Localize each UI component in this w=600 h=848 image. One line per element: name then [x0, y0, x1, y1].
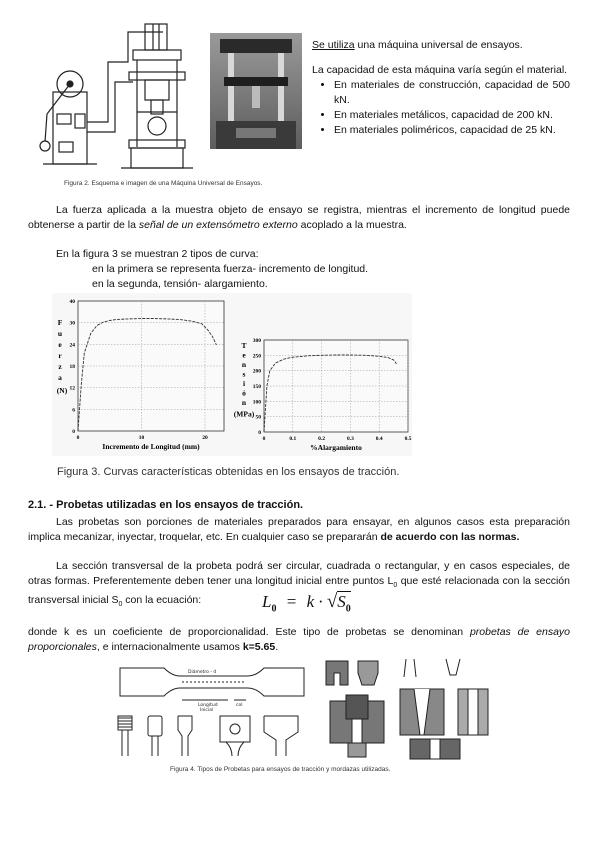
figure-3-caption: Figura 3. Curvas características obtenidas en los ensayos de tracción.: [57, 466, 400, 478]
stress-chart-x-tick-label: 0.5: [404, 436, 412, 442]
eq-equals: =: [286, 592, 297, 611]
section-heading: 2.1. - Probetas utilizadas en los ensayos de tracción.: [28, 499, 304, 511]
force-chart-ylabel-letter: z: [58, 362, 62, 371]
stress-chart-y-tick-label: 200: [252, 368, 261, 375]
eq-radicand: [337, 591, 351, 615]
force-chart-ylabel-letter: u: [57, 329, 63, 338]
force-chart-ylabel-letter: F: [57, 318, 63, 327]
figure-4-caption: Figura 4. Tipos de Probetas para ensayos de tracción y mordazas utilizadas.: [170, 766, 391, 773]
p1-text: Las probetas son porciones de materiales preparados para ensayar, en algunos casos esta preparación implica mecanizar, inyectar, troquelar, etc. En cualquier caso se prepararán: [28, 516, 570, 543]
stress-chart-ylabel-letter: e: [242, 350, 246, 360]
stress-chart-y-tick-label: 100: [252, 399, 261, 406]
paragraph-force-recording: [28, 203, 570, 233]
bullet-item: • En materiales poliméricos, capacidad de 25 kN.: [334, 123, 570, 138]
force-chart-y-tick-label: 12: [69, 385, 75, 392]
grips-drawing: [318, 655, 493, 765]
equation: [262, 591, 351, 614]
eq-coefficient: k ·: [306, 592, 327, 611]
p2-sub: 0: [118, 601, 123, 609]
force-chart-x-tick-label: 0: [76, 435, 80, 441]
bullet-item: • En materiales metálicos, capacidad de 200 kN.: [334, 108, 570, 123]
sqrt-icon: √: [326, 591, 338, 612]
stress-chart-ylabel-letter: T: [241, 341, 247, 350]
stress-chart-y-tick-label: 50: [255, 414, 261, 421]
eq-subscript: 0: [345, 603, 351, 615]
stress-chart-ylabel-letter: n: [241, 360, 247, 369]
p2-end: con la ecuación:: [122, 594, 202, 607]
force-chart-y-tick-label: 6: [72, 407, 75, 414]
force-chart-y-tick-label: 30: [69, 320, 75, 327]
force-chart-y-tick-label: 40: [69, 299, 75, 305]
eq-symbol: S: [337, 592, 346, 611]
intro-line: en la segunda, tensión- alargamiento.: [92, 278, 268, 290]
specimen-label-length: Longitud: [198, 703, 218, 708]
capacity-bullet-list: [312, 78, 570, 138]
stress-chart-ylabel-letter: i: [242, 379, 246, 388]
stress-chart-y-tick-label: 150: [252, 384, 261, 390]
stress-chart-xlabel: %Alargamiento: [310, 443, 362, 452]
figure-2-caption: Figura 2. Esquema e imagen de una Máquina Universal de Ensayos.: [64, 180, 263, 187]
force-chart-xlabel: Incremento de Longitud (mm): [102, 442, 200, 451]
para1-text: La fuerza aplicada a la muestra objeto de ensayo se registra, mientras el incremento de longitud puede obtenerse a partir de la: [28, 204, 570, 231]
stress-strain-chart: [232, 330, 416, 458]
para1-text-end: acoplado a la muestra.: [297, 219, 407, 231]
p3-italic: probetas de ensayo proporcionales: [28, 626, 570, 653]
force-chart-ylabel-letter: r: [58, 351, 62, 360]
testing-machine-photo: [210, 33, 302, 149]
p3-text: donde k es un coeficiente de proporcionalidad. Este tipo de probetas se denominan: [28, 626, 470, 638]
force-chart-y-tick-label: 0: [72, 429, 75, 435]
force-chart-ylabel-letter: e: [58, 340, 62, 349]
specimen-label-diameter: Diámetro - d: [188, 670, 217, 675]
force-chart-y-tick-label: 24: [69, 342, 75, 349]
intro-line: En la figura 3 se muestran 2 tipos de curva:: [56, 248, 259, 260]
para1-italic: señal de un extensómetro externo: [138, 219, 298, 231]
eq-subscript: 0: [271, 603, 277, 615]
specimen-label-initial: Inicial: [200, 708, 214, 713]
force-chart-y-tick-label: 18: [69, 364, 75, 370]
stress-chart-y-tick-label: 0: [258, 430, 261, 436]
stress-chart-ylabel-letter: ó: [242, 388, 246, 398]
specimen-label-col: col: [236, 703, 243, 708]
p3-bold: k=5.65: [242, 641, 276, 653]
figure-3-intro: [56, 247, 556, 292]
intro-text: una máquina universal de ensayos.: [354, 39, 523, 51]
stress-chart-x-tick-label: 0.1: [289, 436, 297, 442]
force-chart-x-tick-label: 10: [138, 435, 145, 441]
specimen-types-drawing: [108, 660, 313, 760]
capacity-line: La capacidad de esta máquina varía según el material.: [312, 64, 568, 76]
stress-chart-x-tick-label: 0.2: [318, 436, 326, 442]
intro-link[interactable]: Se utiliza: [312, 39, 355, 51]
force-elongation-chart: [52, 293, 232, 458]
p3-end: .: [275, 641, 279, 653]
p2-text: La sección transversal de la probeta podrá ser circular, cuadrada o rectangular, y en casos especiales, de otras formas. Preferentemente deben tener una longitud inicial entre puntos L: [28, 560, 570, 587]
paragraph-probetas: [28, 515, 570, 545]
force-chart-ylabel-unit: (N): [56, 386, 68, 395]
bullet-item: • En materiales de construcción, capacidad de 500 kN.: [334, 78, 570, 108]
testing-machine-schematic: [33, 22, 203, 182]
machine-description: [312, 38, 570, 138]
stress-chart-x-tick-label: 0.4: [375, 436, 383, 442]
p2-mid: que esté relacionada con la sección transversal inicial S: [28, 575, 570, 607]
stress-chart-y-tick-label: 300: [252, 338, 261, 344]
p3-mid: , e internacionalmente usamos: [96, 641, 243, 653]
stress-chart-x-tick-label: 0.3: [346, 436, 354, 442]
p2-sub: 0: [393, 582, 398, 590]
force-chart-ylabel-letter: a: [58, 373, 62, 382]
stress-chart-y-tick-label: 250: [252, 353, 261, 360]
p1-bold: de acuerdo con las normas.: [380, 531, 520, 543]
stress-chart-ylabel-letter: s: [242, 369, 246, 379]
stress-chart-ylabel-letter: n: [241, 398, 247, 407]
intro-line: en la primera se representa fuerza- incremento de longitud.: [92, 263, 369, 275]
paragraph-proporcionales: [28, 625, 570, 655]
stress-chart-x-tick-label: 0: [262, 436, 266, 442]
eq-symbol: L: [262, 592, 272, 611]
force-chart-x-tick-label: 20: [202, 435, 208, 441]
stress-chart-ylabel-unit: (MPa): [233, 409, 255, 419]
